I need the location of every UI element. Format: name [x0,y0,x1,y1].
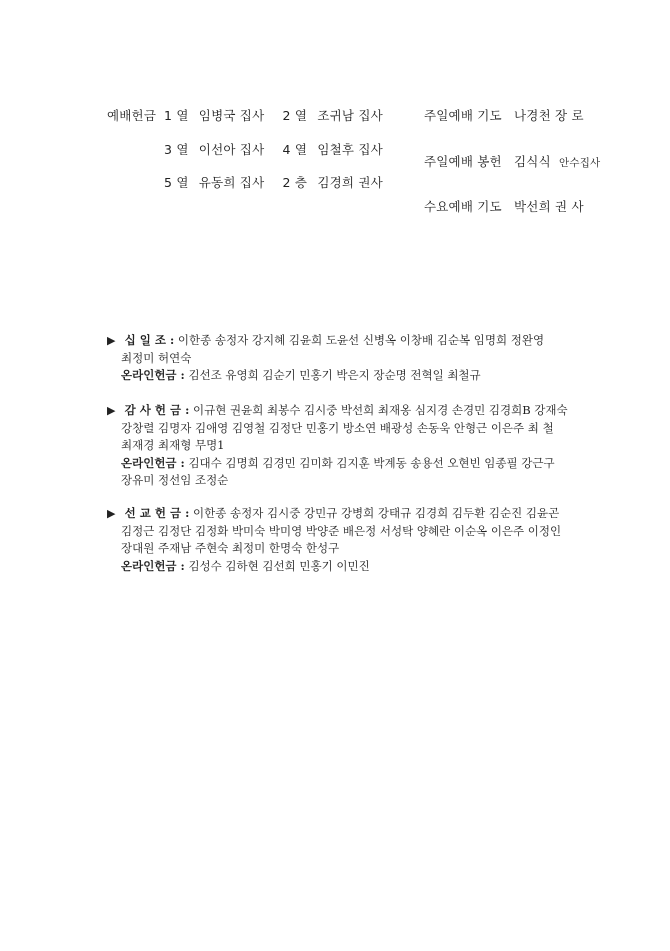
section-missions [107,505,577,575]
online-donor-line: 장유미 정선임 조정순 [121,473,229,487]
section-tithe [107,332,577,385]
role-name: 나경천 장 로 [514,108,584,123]
donor-line: 이한종 송정자 강지혜 김윤희 도윤선 신병옥 이창배 김순복 임명희 정완영 [177,333,545,347]
role-label: 주일예배 기도 [424,108,502,123]
section-heading: 십 일 조 : [124,333,175,347]
row-name: 유동희 집사 [198,175,265,190]
donor-line: 장대원 주재남 주현숙 최정미 한명숙 한성구 [121,541,340,555]
row-name: 조귀남 집사 [317,108,383,123]
role-sunday-prayer [424,106,584,124]
offering-row-2 [164,140,383,158]
online-donor-line: 김성수 김하현 김선희 민홍기 이민진 [188,558,370,573]
row-name: 이선아 집사 [198,142,265,157]
section-heading: 선 교 헌 금 : [124,506,190,520]
online-label: 온라인헌금 : [121,558,185,573]
role-label: 주일예배 봉헌 [424,154,502,169]
donor-line: 이규현 권윤희 최봉수 김시중 박선희 최재옹 심지경 손경민 김경희B 강재숙 [193,403,568,417]
online-label: 온라인헌금 : [121,455,185,470]
arrow-icon: ▶ [107,507,116,520]
offering-row-3 [164,173,383,191]
offering-label: 예배헌금 [107,108,157,123]
row-number: 2 층 [282,175,308,190]
role-title: 안수집사 [559,157,601,169]
donor-line: 최정미 허연숙 [121,350,192,365]
role-label: 수요예배 기도 [424,199,502,214]
arrow-icon: ▶ [107,334,116,347]
row-number: 5 열 [164,175,189,190]
online-donor-line: 김대수 김명희 김경민 김미화 김지훈 박계동 송용선 오현빈 임종필 강근구 [188,455,555,470]
row-name: 임병국 집사 [198,108,265,123]
row-name: 임철후 집사 [317,142,383,157]
section-thanksgiving [107,402,577,490]
row-number: 4 열 [282,142,308,157]
role-wednesday-prayer [424,197,584,215]
row-number: 1 열 [164,108,189,123]
section-heading: 감 사 헌 금 : [124,403,190,417]
row-name: 김경희 권사 [317,175,383,190]
donor-line: 이한종 송정자 김시중 강민규 강병희 강태규 김경희 김두환 김순진 김윤곤 [193,506,560,520]
online-donor-line: 김선조 유영희 김순기 민홍기 박은지 장순명 전혁일 최철규 [188,368,481,382]
arrow-icon: ▶ [107,404,116,417]
role-name: 김식식 [514,154,551,169]
online-label: 온라인헌금 : [121,368,185,382]
donor-line: 최재경 최재형 무명1 [121,438,225,452]
offering-row-1 [164,106,383,124]
donor-line: 김정근 김정단 김정화 박미숙 박미영 박양준 배은정 서성탁 양혜란 이순옥 이은주 이정인 [121,523,562,538]
row-number: 3 열 [164,142,189,157]
row-number: 2 열 [282,108,308,123]
role-name: 박선희 권 사 [514,199,584,214]
donor-line: 강창렬 김명자 김애영 김영철 김정단 민홍기 방소연 배광성 손동욱 안형근 이은주 최 철 [121,420,554,435]
role-sunday-offering [424,152,600,170]
